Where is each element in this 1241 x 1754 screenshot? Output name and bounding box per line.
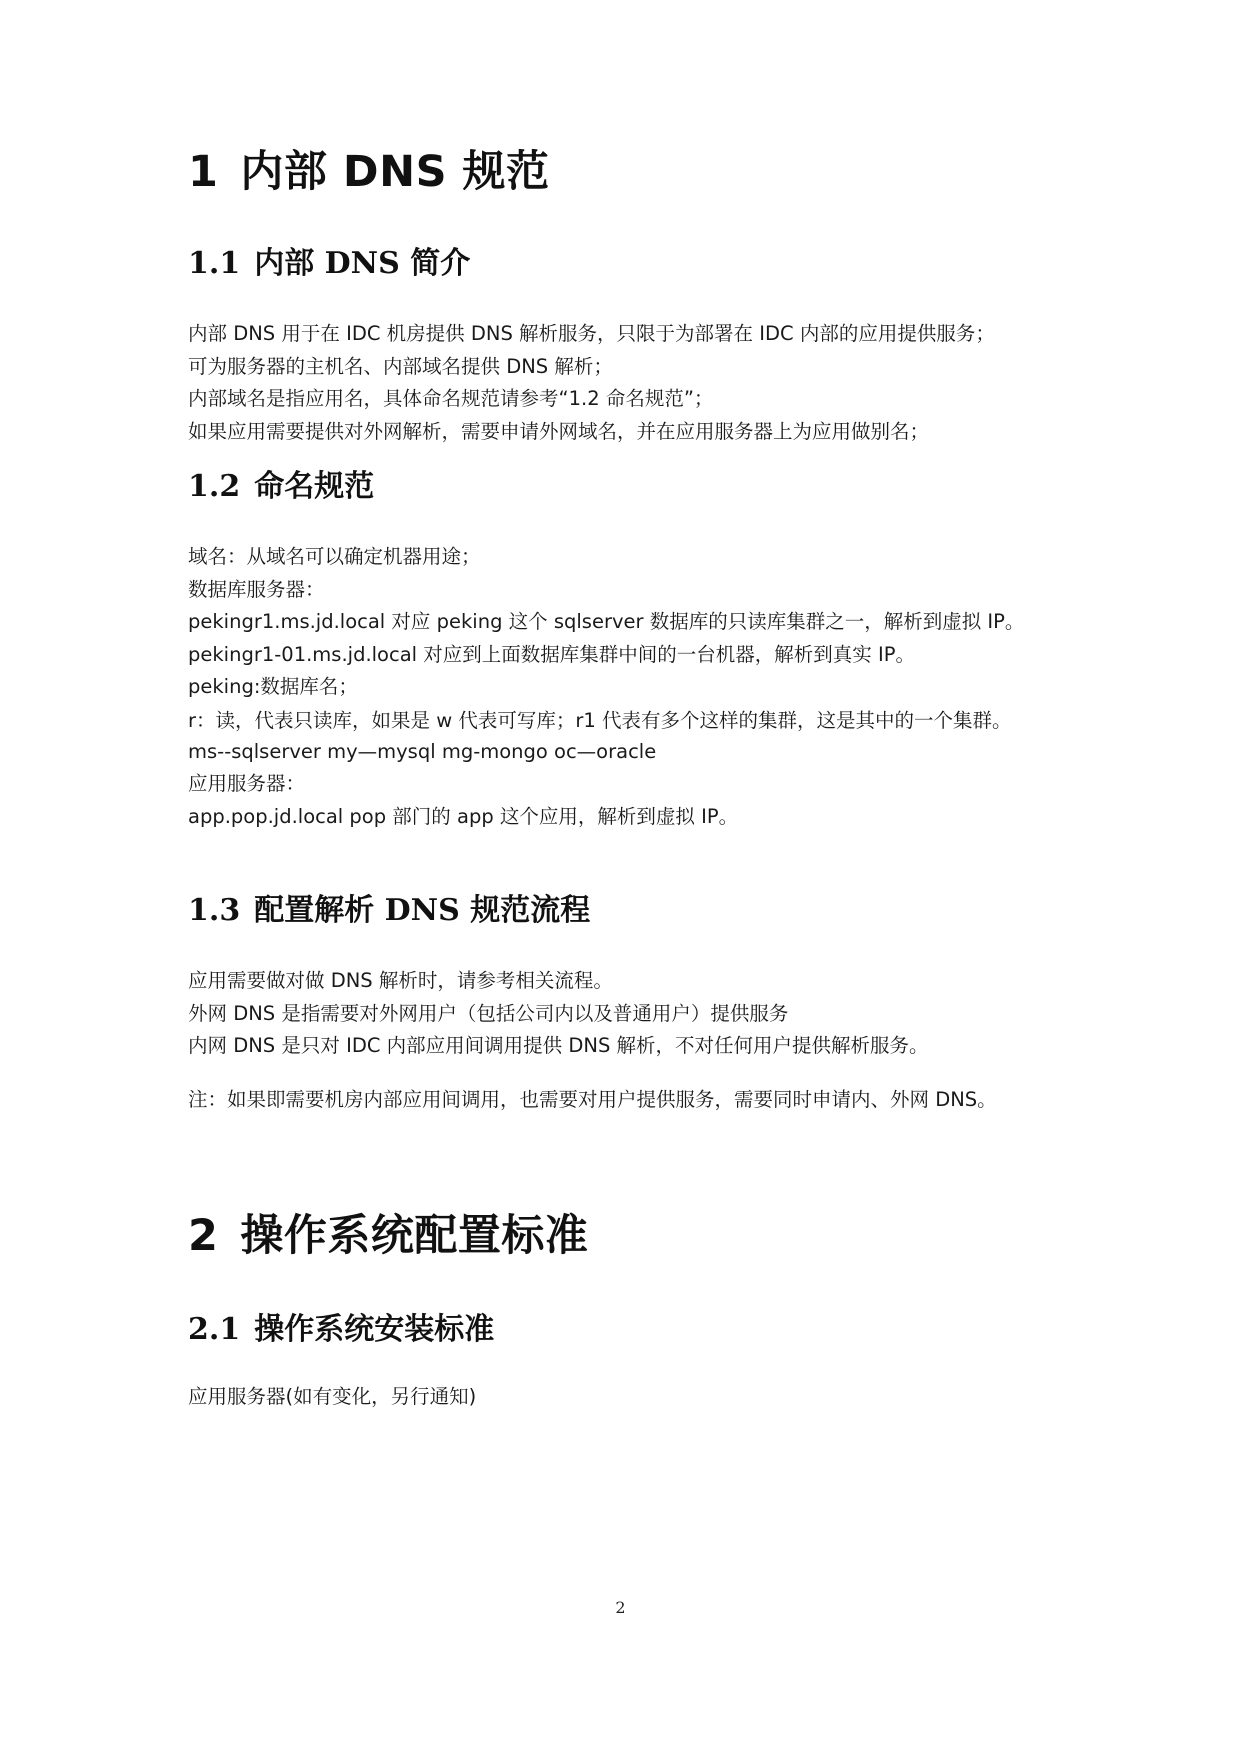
text-line: 应用服务器： [188, 772, 306, 795]
heading-number: 1.2 [188, 469, 241, 504]
heading-number: 2 [188, 1211, 219, 1261]
text-line: 域名：从域名可以确定机器用途； [188, 545, 481, 568]
heading-title: 内部 DNS 简介 [254, 246, 471, 281]
text-line: peking:数据库名； [188, 675, 358, 698]
heading-title: 操作系统配置标准 [240, 1211, 589, 1261]
heading-title: 配置解析 DNS 规范流程 [254, 893, 591, 928]
text-line: 外网 DNS 是指需要对外网用户（包括公司内以及普通用户）提供服务 [188, 1001, 789, 1025]
page-number: 2 [615, 1598, 626, 1617]
heading-section-2-1 [188, 1310, 494, 1350]
heading-title: 操作系统安装标准 [254, 1312, 495, 1347]
heading-section-1-2 [188, 467, 374, 507]
text-wrapped-line: r：读，代表只读库，如果是 w 代表可写库；r1 代表有多个这样的集群，这是其中的一个集群。 [188, 708, 1012, 732]
text-line: pekingr1-01.ms.jd.local 对应到上面数据库集群中间的一台机器，解析到真实 IP。 [188, 642, 915, 666]
text-line: app.pop.jd.local pop 部门的 app 这个应用，解析到虚拟 IP。 [188, 804, 739, 828]
heading-title: 命名规范 [254, 469, 375, 504]
paragraph-note: 注：如果即需要机房内部应用间调用，也需要对用户提供服务，需要同时申请内、外网 DNS。 [188, 1088, 997, 1111]
heading-number: 1.3 [188, 893, 241, 928]
paragraph-dns-intro [188, 318, 995, 448]
text-line: ms--sqlserver my—mysql mg-mongo oc—oracle [188, 739, 657, 763]
heading-section-2 [188, 1210, 588, 1262]
heading-number: 1 [188, 147, 219, 197]
heading-number: 2.1 [188, 1312, 241, 1347]
heading-section-1-3 [188, 891, 590, 931]
heading-number: 1.1 [188, 246, 241, 281]
heading-section-1-1 [188, 244, 470, 284]
text-line: pekingr1.ms.jd.local 对应 peking 这个 sqlserver 数据库的只读库集群之一，解析到虚拟 IP。 [188, 610, 1025, 633]
text-line: 应用服务器(如有变化，另行通知) [188, 1385, 477, 1408]
paragraph-naming-rules [188, 541, 1048, 833]
heading-section-1 [188, 146, 550, 198]
text-line: 如果应用需要提供对外网解析，需要申请外网域名，并在应用服务器上为应用做别名； [188, 419, 930, 443]
text-line: 内部域名是指应用名，具体命名规范请参考“1.2 命名规范”； [188, 387, 714, 410]
paragraph-dns-process [188, 965, 929, 1063]
paragraph-os-install [188, 1381, 476, 1414]
text-line: 可为服务器的主机名、内部域名提供 DNS 解析； [188, 354, 613, 378]
text-line: 应用需要做对做 DNS 解析时，请参考相关流程。 [188, 969, 613, 992]
text-line: 内部 DNS 用于在 IDC 机房提供 DNS 解析服务，只限于为部署在 IDC 内部的应用提供服务； [188, 322, 995, 345]
text-line: 数据库服务器： [188, 577, 325, 601]
text-line: 内网 DNS 是只对 IDC 内部应用间调用提供 DNS 解析，不对任何用户提供解析服务。 [188, 1034, 929, 1057]
heading-title: 内部 DNS 规范 [240, 147, 550, 197]
